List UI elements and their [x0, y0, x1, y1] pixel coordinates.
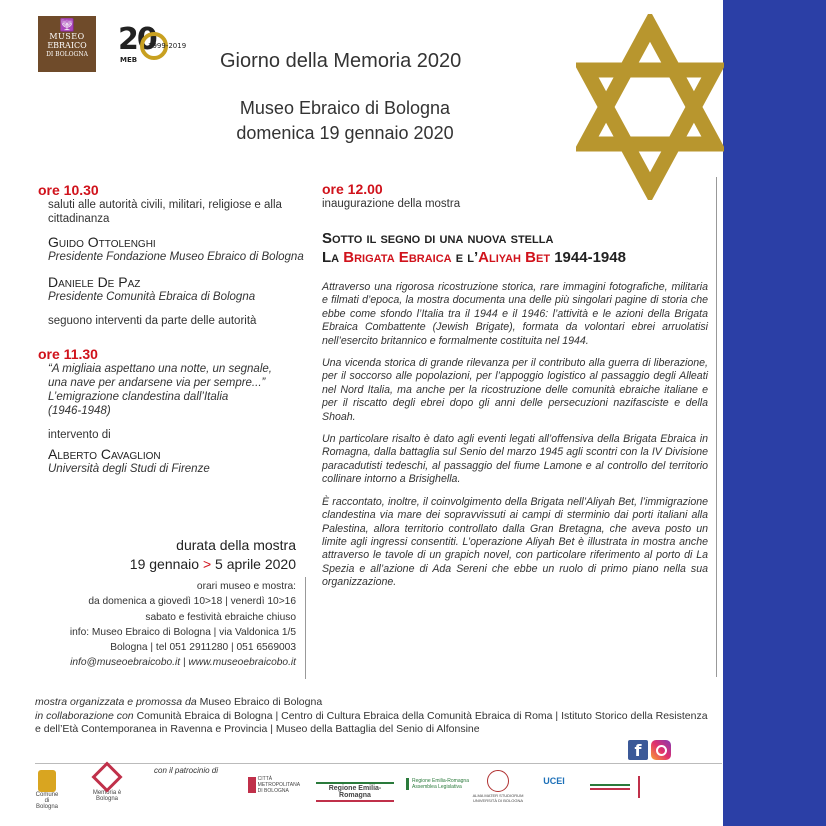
duration-to: 5 aprile 2020 — [215, 556, 296, 572]
speaker-name: Guido Ottolenghi — [48, 234, 156, 250]
museum-logo — [38, 16, 96, 72]
talk-title-line: L’emigrazione clandestina dall’Italia — [48, 391, 229, 403]
info-phone: Bologna | tel 051 2911280 | 051 6569003 — [110, 642, 296, 654]
patronage-label: con il patrocinio di — [154, 766, 219, 775]
seal-icon — [487, 770, 509, 792]
greetings-desc: saluti alle autorità civili, militari, religiose e alla cittadinanza — [48, 199, 282, 225]
credits — [35, 696, 715, 737]
footer-divider — [35, 763, 722, 764]
logo-citta-metropolitana — [248, 776, 306, 794]
anniversary-number: 20 — [118, 22, 156, 57]
logo-ucei: UCEI — [543, 776, 565, 786]
time-1030: ore 10.30 — [38, 182, 99, 198]
event-date: domenica 19 gennaio 2020 — [236, 123, 454, 143]
logo-memoria — [90, 766, 124, 802]
logo-label: CITTÀ METROPOLITANA DI BOLOGNA — [257, 776, 300, 794]
logo-line-1: MUSEO — [49, 32, 85, 41]
star-of-david-icon — [576, 14, 724, 200]
logo-assemblea: Regione Emilia-Romagna Assemblea Legislativa — [406, 778, 474, 790]
duration-dates — [60, 555, 296, 574]
diamond-icon — [91, 761, 122, 792]
info-contacts[interactable]: info@museoebraicobo.it | www.museoebraicobo.it — [70, 657, 296, 669]
duration-arrow: > — [202, 556, 212, 572]
collaboration-list: Comunità Ebraica di Bologna | Centro di Cultura Ebraica della Comunità Ebraica di Roma | Istituto Storico della Resistenza e dell’Età Contemporanea in Ravenna e Provincia | Museo della Battaglia del Senio di Alfonsine — [35, 709, 708, 735]
divider-line — [305, 577, 306, 679]
speaker-name: Daniele De Paz — [48, 274, 141, 290]
talk-by-label: intervento di — [48, 429, 111, 441]
speaker-name: Alberto Cavaglion — [48, 446, 161, 462]
event-subtitle — [200, 96, 490, 146]
interventions-note: seguono interventi da parte delle autorità — [48, 315, 257, 327]
talk-title-line: “A migliaia aspettano una notte, un segnale, — [48, 363, 272, 375]
program-left — [38, 182, 308, 476]
talk-title-line: una nave per andarsene via per sempre...” — [48, 377, 266, 389]
anniversary-years: 1999-2019 — [148, 42, 187, 50]
divider-line — [716, 177, 717, 677]
logo-partner — [590, 774, 684, 800]
speaker-role: Presidente Comunità Ebraica di Bologna — [48, 291, 256, 303]
exhibition-paragraph: È raccontato, inoltre, il coinvolgimento della Brigata nell’Aliyah Bet, l’immigrazione clandestina via mare dei sopravvissuti ai campi di sterminio dai porti italiani alla Palestina, allora territorio controllato dalla Gran Bretagna, che aveva posto un limite agli ingressi consentiti. L’operazione Aliyah Bet è illustrata in mostra anche attraverso le tavole di un grapich novel, con particolare riferimento al porto di La Spezia e all’azione di Ada Sereni che ebbe un ruolo di primo piano nella sua organizzazione. — [322, 495, 708, 589]
exhibition-title-line2 — [322, 248, 708, 267]
instagram-icon[interactable] — [651, 740, 671, 760]
blue-band — [723, 0, 826, 826]
venue: Museo Ebraico di Bologna — [239, 98, 451, 118]
organizer-name: Museo Ebraico di Bologna — [196, 696, 323, 708]
logo-label: ALMA MATER STUDIORUM UNIVERSITÀ DI BOLOGNA — [472, 793, 524, 803]
anniversary-meb: MEB — [120, 56, 138, 64]
exhibition-paragraph: Un particolare risalto è dato agli eventi legati all’offensiva della Brigata Ebraica in Romagna, dalla battaglia sul Senio del marzo 1945 agli scontri con la IV Divisione paracadutisti tedeschi, al passaggio del fiume Lamone e al controllo del territorio collinare intorno a Brisighella. — [322, 433, 708, 486]
organizer-label: mostra organizzata e promossa da — [35, 696, 197, 708]
social-links — [628, 740, 671, 760]
hours-line: sabato e festività ebraiche chiuso — [145, 611, 296, 623]
speaker-role: Presidente Fondazione Museo Ebraico di Bologna — [48, 251, 304, 263]
title-part: Aliyah Bet — [478, 249, 551, 266]
time-1130: ore 11.30 — [38, 346, 98, 362]
talk-title — [38, 362, 308, 418]
logo-line-3: DI BOLOGNA — [46, 51, 88, 58]
exhibition-title-line1: Sotto il segno di una nuova stella — [322, 230, 554, 247]
coat-of-arms-icon — [38, 770, 56, 792]
title-part: 1944-1948 — [550, 249, 626, 266]
logo-mark-icon — [248, 777, 256, 793]
logo-label: Comune di Bologna — [35, 792, 59, 810]
anniversary-logo — [118, 24, 208, 66]
opening-hours — [40, 579, 296, 671]
logo-regione: Regione Emilia-Romagna — [316, 782, 394, 802]
menorah-icon: 🕎 — [59, 18, 75, 32]
logo-comune-bologna — [34, 770, 60, 810]
inauguration-desc: inaugurazione della mostra — [322, 198, 461, 210]
logo-unibo — [472, 770, 524, 803]
hours-label: orari museo e mostra: — [196, 581, 296, 592]
duration-from: 19 gennaio — [129, 556, 200, 572]
program-right — [322, 181, 708, 599]
collaboration-label: in collaborazione con — [35, 709, 134, 722]
exhibition-paragraph: Una vicenda storica di grande rilevanza per il contributo alla guerra di liberazione, per il soccorso alle popolazioni, per l’appoggio logistico al passaggio degli Alleati nel Nord Italia, ma anche per la ricostruzione delle comunità ebraiche italiane e per il riscatto degli ebrei dopo gli anni delle persecuzioni nazifasciste e della Shoah. — [322, 357, 708, 423]
exhibition-title — [322, 229, 708, 267]
collaboration-line — [35, 710, 715, 737]
hours-line: da domenica a giovedì 10>18 | venerdì 10>16 — [88, 596, 296, 608]
exhibition-paragraph: Attraverso una rigorosa ricostruzione storica, rare immagini fotografiche, militaria e filmati d’epoca, la mostra documenta una delle più singolari pagine di storia che ebbe come sfondo l’Italia tra il 1944 e il 1946: l’attività e le azioni della Brigata Ebraica Combattente (Jewish Brigate), formata da volontari ebrei arruolatisi nell’esercito britannico e formalmente costituita nel 1944. — [322, 281, 708, 347]
info-address: info: Museo Ebraico di Bologna | via Valdonica 1/5 — [69, 626, 296, 638]
speaker-role: Università degli Studi di Firenze — [48, 463, 210, 475]
title-part: Brigata Ebraica — [343, 249, 452, 266]
page-title: Giorno della Memoria 2020 — [220, 50, 462, 72]
title-part: La — [322, 249, 344, 266]
duration-label: durata della mostra — [176, 537, 296, 553]
exhibition-duration — [60, 536, 296, 574]
logo-label: Memoria è Bologna — [92, 790, 122, 802]
talk-title-line: (1946-1948) — [48, 405, 111, 417]
organizer-line — [35, 696, 715, 710]
logo-line-2: EBRAICO — [47, 41, 87, 50]
facebook-icon[interactable]: f — [628, 740, 648, 760]
time-1200: ore 12.00 — [322, 181, 383, 197]
title-part: e l’ — [451, 249, 479, 266]
